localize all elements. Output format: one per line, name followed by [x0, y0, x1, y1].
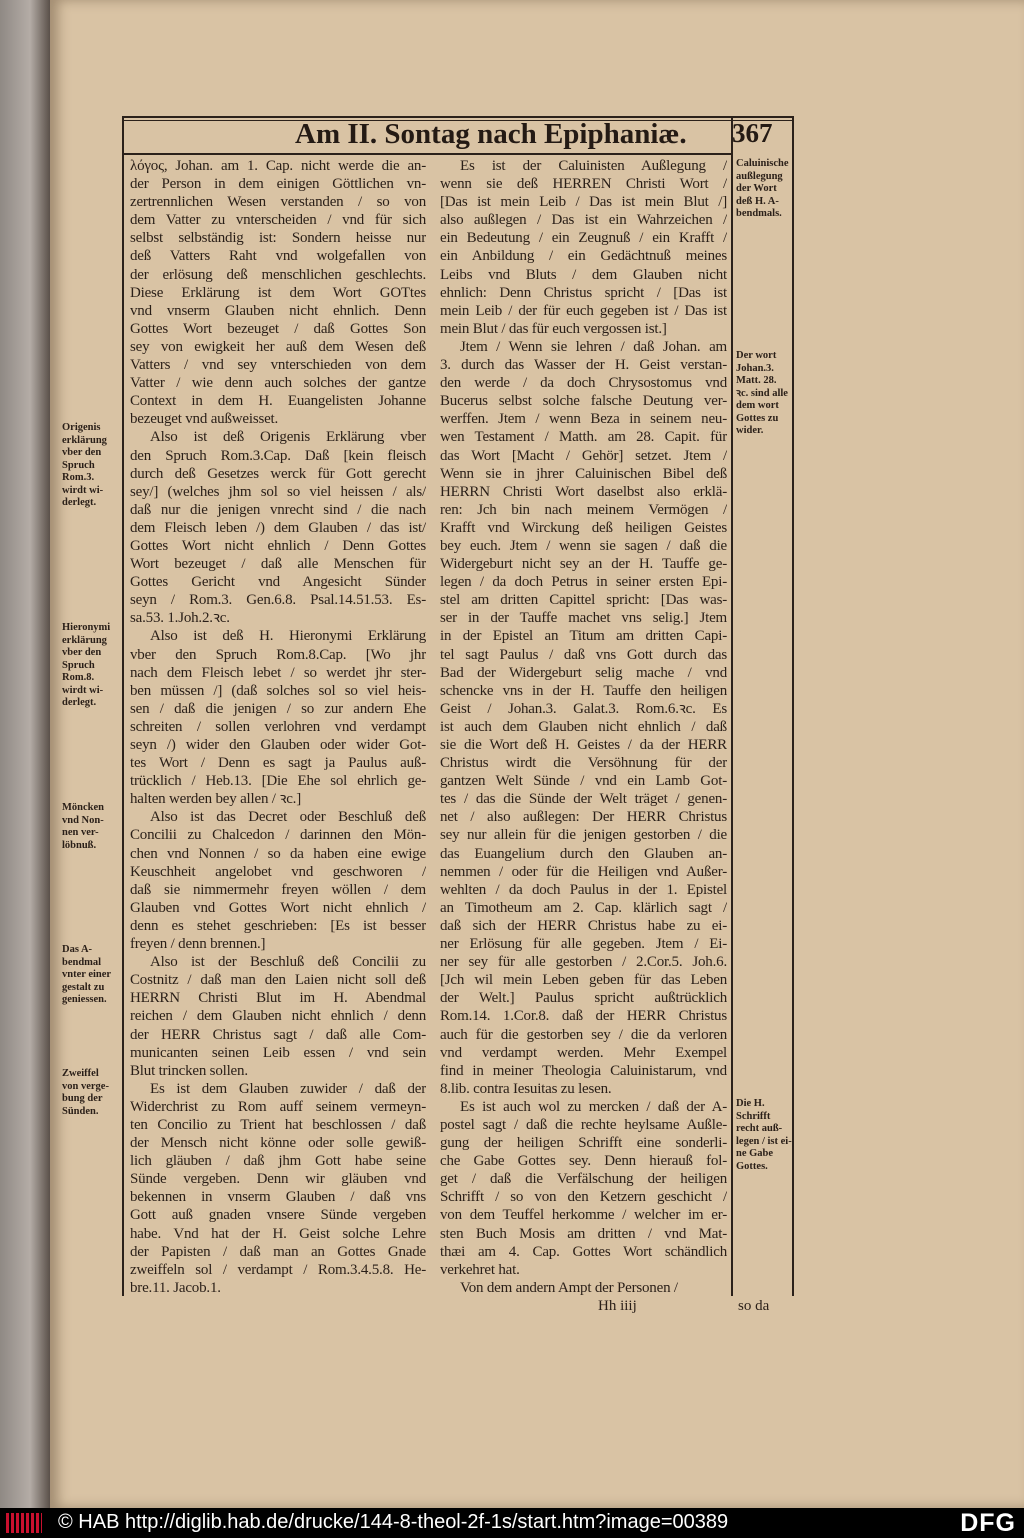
margin-note-line: außlegung [736, 170, 783, 182]
margin-note-line: von verge- [62, 1080, 109, 1092]
left-frame-rule [122, 116, 124, 1296]
page-number: 367 [732, 118, 773, 148]
text-line: municanten seinen Leib essen / vnd sein [130, 1044, 426, 1061]
margin-note-line: Spruch [62, 459, 95, 471]
margin-note-line: Johan.3. [736, 362, 774, 374]
text-line: Leibs vnd Bluts / dem Glauben nicht [440, 266, 727, 283]
text-line: find in meiner Theologia Caluinistarum, vnd [440, 1062, 727, 1079]
text-line: schreiten / sollen verlohren vnd verdampt [130, 718, 426, 735]
margin-note-line: vber den [62, 647, 102, 658]
text-line: der Papisten / daß man an Gottes Gnade [130, 1243, 426, 1260]
text-line: durch deß Gesetzes werck für Gott gerecht [130, 465, 426, 482]
text-line: Vatters / vnd sey vnterschieden von dem [130, 357, 426, 374]
hab-logo-icon [6, 1513, 42, 1533]
margin-note-line: nen ver- [62, 827, 99, 838]
text-line: thæi am 4. Cap. Gottes Wort schändlich [440, 1243, 727, 1260]
text-line: legen / da doch Petrus in seiner ersten Epi- [440, 574, 727, 591]
text-line: ser in der Tauffe machet vns selig.] Jtem [440, 610, 727, 627]
text-line: Concilii zu Chalcedon / darinnen den Mön- [130, 827, 426, 844]
text-line: mein Blut / das für euch vergossen ist.] [440, 320, 667, 337]
text-line: nemmen / oder für die Heiligen vnd Außer- [440, 863, 727, 880]
margin-note [736, 158, 789, 221]
text-line: zweiffeln sol / verdampt / Rom.3.4.5.8. He- [130, 1261, 426, 1278]
text-line: Gott auß gnaden vnsere Sünde vergeben [130, 1207, 426, 1224]
text-line: Schrifft / so von den Ketzern geschicht / [440, 1189, 727, 1206]
margin-note-line: vber den [62, 447, 102, 458]
margin-note-line: löbnuß. [62, 839, 97, 851]
margin-note-line: Sünden. [62, 1105, 99, 1117]
text-line: bekennen in vnserm Glauben / daß vns [130, 1189, 426, 1206]
margin-note-line: Gottes zu [736, 412, 779, 424]
text-line: ehnlich: Denn Christus spricht / [Das ist [440, 284, 727, 301]
margin-note [62, 422, 107, 510]
text-line: 3. durch das Wasser der H. Geist verstan- [440, 357, 727, 374]
margin-note [62, 802, 104, 852]
text-line: gantzen Welt Sünde / vnd ein Lamb Got- [440, 773, 727, 790]
text-line: get / daß die Verfälschung der heiligen [440, 1171, 727, 1188]
margin-note-line: Gottes. [736, 1160, 768, 1172]
text-line: nach dem Fleisch lebet / so werdet jhr ster- [130, 664, 426, 681]
text-line: zertrennlichen Wesen verstanden / so von [130, 194, 426, 211]
text-line: Blut trincken sollen. [130, 1062, 248, 1079]
text-line: sen / daß die jenigen / so zur andern Ehe [130, 700, 426, 717]
text-line: bezeuget vnd außweisset. [130, 411, 279, 428]
text-line: Widergeburt nicht sey an der H. Tauffe ge- [440, 556, 727, 573]
text-line: von dem Teuffel herkomme / welcher im er- [440, 1207, 727, 1224]
copyright-link[interactable]: © HAB http://diglib.hab.de/drucke/144-8-theol-2f-1s/start.htm?image=00389 [58, 1511, 729, 1533]
text-line: sa.53. 1.Joh.2.ꝛc. [130, 610, 230, 627]
text-line: chen vnd Nonnen / so da haben eine ewige [130, 845, 426, 862]
text-line: HERRN Christi Blut im H. Abendmal [130, 990, 426, 1007]
text-line: den Spruch Rom.3.Cap. Daß [kein fleisch [130, 447, 426, 464]
text-line: Bucerus selbst solche falsche Deutung ver- [440, 393, 727, 410]
text-line: auch für die gestorben sey / die da verloren [440, 1026, 727, 1043]
book-page [50, 0, 1024, 1508]
margin-note-line: Schrifft [736, 1110, 771, 1122]
outer-right-rule [792, 116, 794, 1296]
text-line: ner sey für alle gestorben / 2.Cor.5. Joh.6. [440, 954, 727, 971]
text-line: ben müssen /] (daß solches sol so viel heis- [130, 682, 426, 699]
margin-note-line: Matt. 28. [736, 375, 777, 386]
margin-note-line: legen / ist ei- [736, 1135, 792, 1147]
text-line: das Euangelium durch den Glauben an- [440, 845, 727, 862]
margin-note [736, 1098, 792, 1173]
margin-note-line: derlegt. [62, 497, 97, 508]
text-line: Also ist deß Origenis Erklärung vber [150, 429, 426, 446]
text-line: Es ist dem Glauben zuwider / daß der [150, 1080, 426, 1097]
text-line: postel sagt / daß die rechte heylsame Außle- [440, 1116, 727, 1133]
text-line: λόγος, Johan. am 1. Cap. nicht werde die an- [130, 158, 426, 174]
text-line: lich gläuben / daß jhm Gott habe seine [130, 1153, 426, 1170]
text-line: HERRN Christi Wort daselbst also erklä- [440, 483, 727, 500]
text-line: wehlten / da doch Paulus in der 1. Epistel [440, 881, 727, 898]
text-line: selbst selbständig ist: Sondern heisse nur [130, 230, 426, 247]
text-line: daß sich der HERR Christus habe zu ei- [440, 917, 727, 934]
text-line: der HERR Christus sagt / daß alle Com- [130, 1026, 426, 1043]
text-line: stel am dritten Capittel spricht: [Das was- [440, 592, 727, 609]
margin-note-line: Origenis [62, 422, 101, 433]
margin-note-line: geniessen. [62, 994, 107, 1005]
text-line: verkehret hat. [440, 1261, 520, 1278]
margin-note-line: deß H. A- [736, 195, 779, 207]
margin-note-line: derlegt. [62, 697, 97, 708]
text-line: der Welt.] Paulus spricht außtrücklich [440, 990, 727, 1007]
margin-note-line: Die H. [736, 1098, 765, 1109]
right-frame-rule [731, 116, 733, 1296]
text-line: Glauben vnd Gottes Wort nicht ehnlich / [130, 899, 426, 916]
margin-note-line: der Wort [736, 183, 777, 194]
text-line: tes Wort / Denn es sagt ja Paulus auß- [130, 755, 426, 772]
text-line: ein Anbildung / ein Gedächtnuß meines [440, 248, 727, 265]
text-line: Krafft vnd Wirckung deß heiligen Geistes [440, 519, 727, 536]
text-line: Vatter / wie denn auch solches der gantze [130, 375, 426, 392]
text-line: ten Concilio zu Trient hat beschlossen / daß [130, 1116, 426, 1133]
margin-note-line: Der wort [736, 350, 777, 361]
margin-note-line: gestalt zu [62, 981, 105, 993]
text-line: Gottes Wort nicht ehnlich / Denn Gottes [130, 537, 426, 554]
text-line: Wort bezeuget / daß alle Menschen für [130, 556, 426, 573]
text-line: gung der heiligen Schrifft eine sonderli- [440, 1135, 727, 1152]
running-header: Am II. Sontag nach Epiphaniæ. [295, 118, 687, 150]
text-line: seyn / Rom.3. Gen.6.8. Psal.14.51.53. Es- [130, 592, 426, 609]
text-line: wen Testament / Matth. am 28. Capit. für [440, 429, 727, 446]
text-line: vber den Spruch Rom.8.Cap. [Wo jhr [130, 646, 426, 663]
text-line: Also ist der Beschluß deß Concilii zu [150, 954, 426, 971]
text-line: Christus wirdt die Versöhnung für der [440, 755, 727, 772]
text-line: Von dem andern Ampt der Personen / [460, 1279, 678, 1296]
text-line: werffen. Jtem / wenn Beza in seinem neu- [440, 411, 727, 428]
margin-note-line: ne Gabe [736, 1148, 774, 1159]
margin-note-line: Zweiffel [62, 1068, 99, 1079]
text-line: Gottes Wort bezeuget / daß Gottes Son [130, 320, 426, 337]
text-line: Context in dem H. Euangelisten Johanne [130, 393, 426, 410]
text-line: deß Vatters Raht vnd wolgefallen von [130, 248, 426, 265]
text-line: in der Epistel an Titum am dritten Capi- [440, 628, 727, 645]
text-line: schencke vns in der H. Tauffe den heiligen [440, 682, 727, 699]
dfg-logo: DFG [960, 1509, 1016, 1537]
margin-note-line: Das A- [62, 944, 93, 955]
left-text-column [130, 157, 426, 1297]
margin-note-line: Caluinische [736, 158, 789, 169]
text-line: ner Erlösung für alle gegeben. Jtem / Ei- [440, 936, 727, 953]
right-text-column [440, 157, 727, 1297]
text-line: der erlösung deß menschlichen geschlechts. [130, 266, 426, 283]
text-line: sie die Wort deß H. Geistes / da der HERR [440, 737, 727, 753]
viewer-footer [0, 1508, 1024, 1538]
margin-note-line: Rom.8. [62, 672, 95, 683]
text-line: Sünde vergeben. Denn wir gläuben vnd [130, 1171, 426, 1188]
margin-note-line: Rom.3. [62, 472, 95, 483]
margin-note [62, 622, 110, 710]
text-line: sey nur allein für die jenigen gestorben / die [440, 827, 727, 844]
text-line: [Das ist mein Leib / Das ist mein Blut /] [440, 194, 727, 211]
text-line: bre.11. Jacob.1. [130, 1279, 221, 1296]
header-underline [122, 153, 732, 155]
text-line: che Gabe Gottes sey. Denn hierauß fol- [440, 1153, 727, 1170]
text-line: denn es stehet geschrieben: [Es ist besser [130, 917, 426, 934]
text-line: das Wort [Macht / Gehör] setzet. Jtem / [440, 447, 727, 464]
text-line: seyn /) wider den Glauben oder wider Got- [130, 737, 426, 753]
text-line: tel sagt Paulus / daß vns Gott durch das [440, 646, 727, 663]
text-line: Es ist der Caluinisten Außlegung / [460, 158, 727, 174]
margin-note-line: recht auß- [736, 1123, 783, 1134]
text-line: Diese Erklärung ist dem Wort GOTtes [130, 284, 426, 301]
text-line: sey von ewigkeit her auß dem Wesen deß [130, 338, 426, 355]
text-line: sten Buch Mosis am dritten / vnd Mat- [440, 1225, 727, 1242]
text-line: an Timotheum am 2. Cap. klärlich sagt / [440, 899, 727, 916]
margin-note [62, 944, 111, 1007]
margin-note-line: vnd Non- [62, 814, 104, 826]
text-line: sey/] (welches jhm sol so viel heissen / als/ [130, 483, 426, 500]
text-line: ein Bedeutung / ein Zeugnuß / ein Krafft / [440, 230, 727, 247]
text-line: ren: Jch bin nach meinem Vermögen / [440, 501, 727, 518]
margin-note-line: vnter einer [62, 969, 112, 980]
text-line: der Mensch nicht könne oder solle gewiß- [130, 1135, 426, 1152]
text-line: daß nur die jenigen vnrecht sind / die nach [130, 501, 426, 518]
text-line: [Jch wil mein Leben geben für das Leben [440, 972, 727, 989]
text-line: Bad der Widergeburt selig mache / vnd [440, 664, 727, 681]
margin-note-line: ꝛc. sind alle [736, 387, 788, 399]
text-line: Gottes Gericht vnd Angesicht Sünder [130, 574, 426, 591]
text-line: daß sie nimmermehr freyen wöllen / dem [130, 881, 426, 898]
margin-note-line: bendmals. [736, 208, 782, 219]
signature-mark: Hh iiij [598, 1298, 637, 1314]
text-line: 8.lib. contra Iesuitas zu lesen. [440, 1080, 612, 1097]
text-line: Costnitz / daß man den Laien nicht soll deß [130, 972, 426, 989]
text-line: Widerchrist zu Rom auff seinem vermeyn- [130, 1098, 426, 1115]
text-line: Es ist auch wol zu mercken / daß der A- [460, 1098, 727, 1115]
text-line: dem Vatter zu vnterscheiden / vnd für sich [130, 212, 426, 229]
text-line: Jtem / Wenn sie lehren / daß Johan. am [460, 338, 727, 355]
text-line: dem Fleisch leben /) dem Glauben / das ist/ [130, 519, 426, 536]
text-line: Also ist deß H. Hieronymi Erklärung [150, 628, 426, 645]
catchword: so da [738, 1298, 770, 1314]
text-line: habe. Vnd hat der H. Geist solche Lehre [130, 1225, 426, 1242]
text-line: Keuschheit angelobet vnd geschworen / [130, 863, 426, 880]
margin-note-line: erklärung [62, 634, 107, 646]
text-line: trücklich / Heb.13. [Die Ehe sol ehrlich ge- [130, 773, 426, 790]
margin-note [736, 350, 788, 438]
previous-pages-edge [0, 0, 50, 1508]
text-line: reichen / dem Glauben nicht ehnlich / denn [130, 1008, 426, 1025]
margin-note-line: Möncken [62, 802, 104, 813]
text-line: halten werden bey allen / ꝛc.] [130, 791, 302, 808]
text-line: bey euch. Jtem / wenn sie sagen / daß die [440, 537, 727, 554]
text-line: ist auch dem Glauben nicht ehnlich / daß [440, 718, 727, 735]
text-line: freyen / denn brennen.] [130, 936, 266, 953]
margin-note-line: wider. [736, 425, 764, 436]
margin-note-line: bendmal [62, 956, 102, 968]
margin-note-line: wirdt wi- [62, 684, 104, 696]
text-line: den werde / da doch Chrysostomus vnd [440, 375, 727, 392]
text-line: tes / das die Sünde der Welt träget / genen- [440, 791, 727, 808]
text-line: wenn sie deß HERREN Christi Wort / [440, 176, 727, 193]
text-line: mein Leib / der für euch gegeben ist / Das ist [440, 302, 727, 319]
margin-note-line: dem wort [736, 400, 779, 411]
margin-note [62, 1068, 109, 1118]
margin-note-line: erklärung [62, 434, 107, 446]
text-line: Geist / Johan.3. Galat.3. Rom.6.ꝛc. Es [440, 700, 727, 717]
margin-note-line: Spruch [62, 659, 95, 671]
text-line: net / also außlegen: Der HERR Christus [440, 809, 727, 826]
text-line: also außlegen / Das ist ein Wahrzeichen / [440, 212, 727, 229]
margin-note-line: wirdt wi- [62, 484, 104, 496]
text-line: vnd verdampt werden. Mehr Exempel [440, 1044, 727, 1061]
text-line: Also ist das Decret oder Beschluß deß [150, 809, 426, 826]
text-line: Rom.14. 1.Cor.8. daß der HERR Christus [440, 1008, 727, 1025]
margin-note-line: bung der [62, 1093, 103, 1104]
text-line: vnd vnserm Glauben nicht ehnlich. Denn [130, 302, 426, 319]
text-line: Wenn sie in jhrer Caluinischen Bibel deß [440, 465, 727, 482]
text-line: der Person in dem einigen Göttlichen vn- [130, 176, 426, 193]
margin-note-line: Hieronymi [62, 622, 111, 633]
